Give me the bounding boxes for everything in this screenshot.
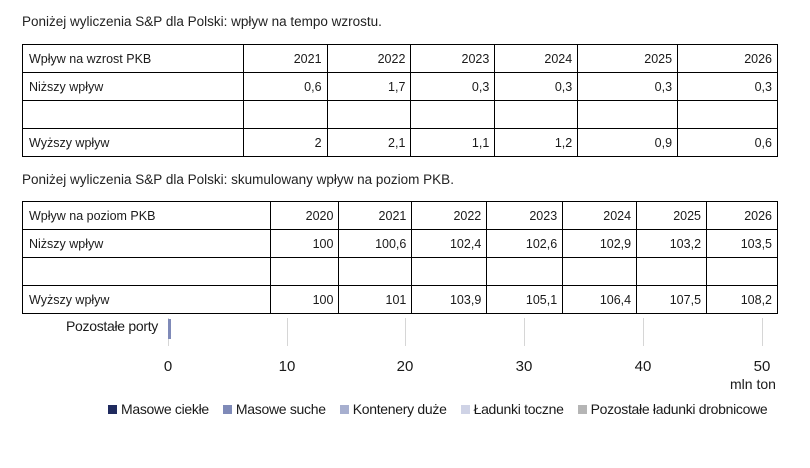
table-cell: 102,6 [487, 230, 563, 258]
table-cell [412, 258, 487, 286]
table-cell: 0,3 [411, 73, 495, 101]
gdp-level-table [22, 201, 778, 314]
table-cell: 103,9 [412, 286, 487, 314]
header-cell: 2023 [411, 45, 495, 73]
header-cell: 2024 [495, 45, 578, 73]
legend-item [340, 401, 447, 417]
legend-swatch [578, 405, 587, 414]
table-cell: 106,4 [563, 286, 637, 314]
gridline [643, 318, 644, 346]
table-cell: 1,2 [495, 129, 578, 157]
table-cell [23, 258, 271, 286]
header-cell: 2025 [578, 45, 678, 73]
table-cell: Niższy wpływ [23, 73, 244, 101]
legend-item [223, 401, 326, 417]
port-cargo-chart [0, 312, 810, 468]
header-cell: 2024 [563, 202, 637, 230]
table-cell: 0,6 [678, 129, 778, 157]
header-cell: Wpływ na wzrost PKB [23, 45, 244, 73]
gridline [524, 318, 525, 346]
gridline [287, 318, 288, 346]
table-cell: 103,2 [637, 230, 707, 258]
category-label: Pozostałe porty [66, 318, 158, 334]
table-row [23, 230, 778, 258]
legend-label: Masowe suche [235, 401, 326, 417]
header-cell: 2022 [327, 45, 411, 73]
x-tick-label: 0 [163, 358, 173, 375]
legend-item [108, 401, 209, 417]
chart-legend [108, 401, 781, 417]
table-cell: 1,7 [327, 73, 411, 101]
table1-caption: Poniżej wyliczenia S&P dla Polski: wpływ na tempo wzrostu. [22, 14, 382, 29]
x-tick-label: 30 [515, 358, 533, 375]
header-cell: 2022 [412, 202, 487, 230]
table-cell: 103,5 [707, 230, 778, 258]
header-cell: 2026 [707, 202, 778, 230]
header-cell: 2025 [637, 202, 707, 230]
table-cell [23, 101, 244, 129]
table-cell: 0,6 [243, 73, 327, 101]
x-axis-label: mln ton [730, 376, 776, 392]
table-cell: 100 [270, 286, 339, 314]
table-cell: 105,1 [487, 286, 563, 314]
table-row [23, 286, 778, 314]
header-cell: 2021 [243, 45, 327, 73]
table-row [23, 73, 778, 101]
table-cell: 0,9 [578, 129, 678, 157]
table-cell: 0,3 [578, 73, 678, 101]
table-row [23, 101, 778, 129]
table-row [23, 258, 778, 286]
x-tick-label: 20 [396, 358, 414, 375]
header-cell: 2023 [487, 202, 563, 230]
table-cell [707, 258, 778, 286]
table-cell [339, 258, 412, 286]
table-cell [578, 101, 678, 129]
table-cell [678, 101, 778, 129]
legend-item [461, 401, 564, 417]
x-tick-label: 40 [634, 358, 652, 375]
gridline [762, 318, 763, 346]
header-cell: Wpływ na poziom PKB [23, 202, 271, 230]
header-cell: 2026 [678, 45, 778, 73]
bar-masowe-suche [168, 319, 171, 339]
legend-swatch [108, 405, 117, 414]
table-cell: 102,4 [412, 230, 487, 258]
table-cell: 2,1 [327, 129, 411, 157]
legend-label: Ładunki toczne [473, 401, 564, 417]
table-cell [411, 101, 495, 129]
x-tick-label: 10 [278, 358, 296, 375]
table-cell [563, 258, 637, 286]
header-cell: 2020 [270, 202, 339, 230]
table-cell: 107,5 [637, 286, 707, 314]
legend-label: Kontenery duże [352, 401, 447, 417]
table-cell [637, 258, 707, 286]
legend-swatch [461, 405, 470, 414]
table-header-row [23, 202, 778, 230]
table-cell: 1,1 [411, 129, 495, 157]
legend-item [578, 401, 768, 417]
table-cell: 0,3 [495, 73, 578, 101]
table-cell: 101 [339, 286, 412, 314]
table-header-row [23, 45, 778, 73]
table-cell [487, 258, 563, 286]
table2-caption: Poniżej wyliczenia S&P dla Polski: skumulowany wpływ na poziom PKB. [22, 172, 454, 187]
table-cell: Wyższy wpływ [23, 286, 271, 314]
legend-label: Pozostałe ładunki drobnicowe [590, 401, 768, 417]
table-cell: 108,2 [707, 286, 778, 314]
header-cell: 2021 [339, 202, 412, 230]
table-cell: 100,6 [339, 230, 412, 258]
table-cell: 2 [243, 129, 327, 157]
table-cell: 102,9 [563, 230, 637, 258]
legend-label: Masowe ciekłe [121, 401, 209, 417]
legend-swatch [340, 405, 349, 414]
legend-swatch [223, 405, 232, 414]
table-cell: Niższy wpływ [23, 230, 271, 258]
table-cell: Wyższy wpływ [23, 129, 244, 157]
table-row [23, 129, 778, 157]
x-tick-label: 50 [753, 358, 771, 375]
table-cell [243, 101, 327, 129]
table-cell [270, 258, 339, 286]
table-cell [327, 101, 411, 129]
growth-impact-table [22, 44, 778, 157]
table-cell: 100 [270, 230, 339, 258]
table-cell: 0,3 [678, 73, 778, 101]
table-cell [495, 101, 578, 129]
gridline [405, 318, 406, 346]
